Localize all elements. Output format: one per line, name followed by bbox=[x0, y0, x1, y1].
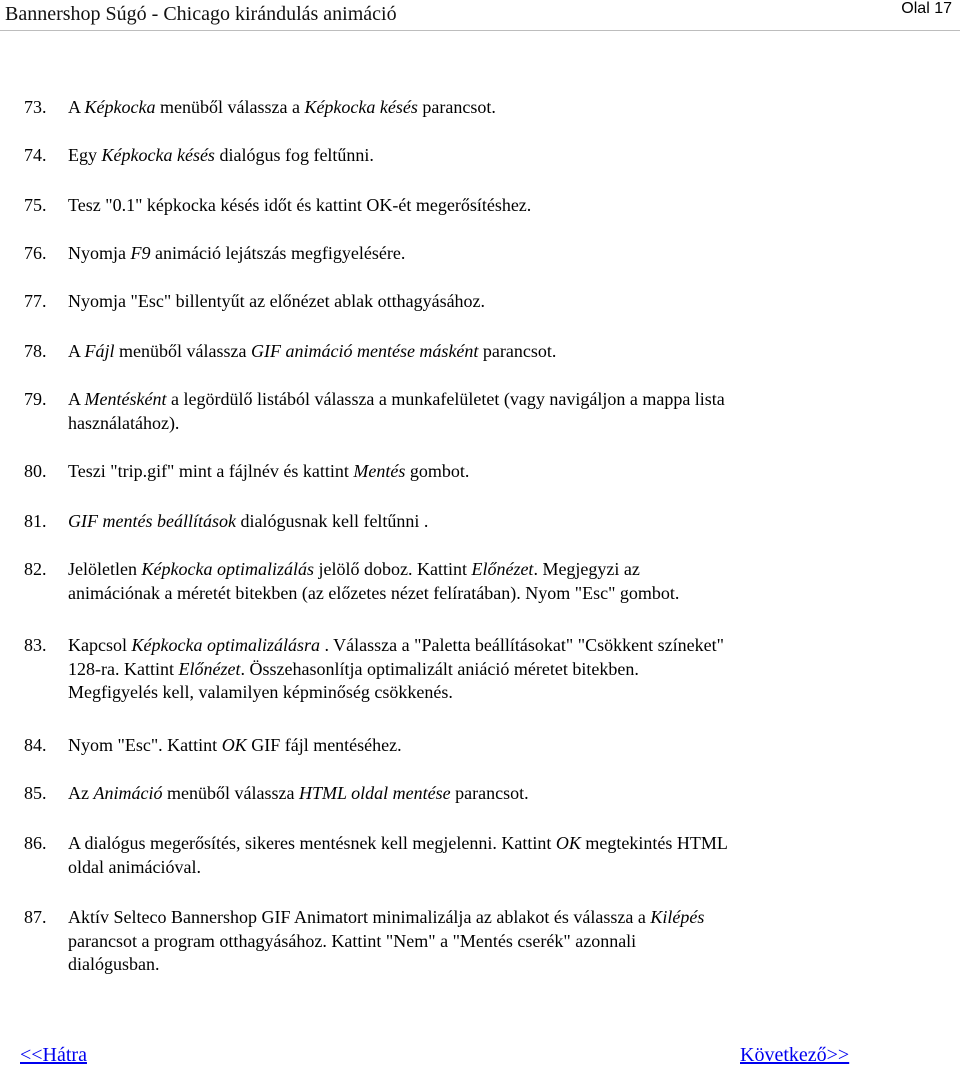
text-segment: parancsot a program otthagyásához. Kattint "Nem" a "Mentés cserék" azonnali bbox=[68, 930, 637, 951]
step-text-line bbox=[68, 634, 884, 658]
step-text bbox=[68, 290, 884, 314]
text-segment: Nyomja bbox=[68, 243, 131, 263]
step-text-line bbox=[68, 510, 884, 534]
step-text-line bbox=[68, 242, 884, 266]
emphasized-term: GIF mentés beállítások bbox=[68, 511, 236, 531]
text-segment: parancsot. bbox=[450, 783, 529, 803]
text-segment: A bbox=[68, 97, 85, 117]
step-text bbox=[68, 782, 884, 806]
step-text bbox=[68, 510, 884, 534]
step-number: 75. bbox=[24, 195, 47, 215]
step-number: 74. bbox=[24, 145, 47, 165]
back-link[interactable]: <<Hátra bbox=[20, 1044, 87, 1066]
step-text-line bbox=[68, 96, 884, 120]
text-segment: Az bbox=[68, 783, 94, 803]
text-segment: . Válassza a "Paletta beállításokat" "Csökkent színeket" bbox=[319, 635, 724, 655]
list-item bbox=[24, 242, 884, 266]
list-item bbox=[24, 734, 884, 758]
text-segment: A dialógus megerősítés, sikeres mentésnek kell megjelenni. Kattint bbox=[68, 833, 556, 853]
emphasized-term: Képkocka késés bbox=[101, 145, 215, 165]
step-number: 84. bbox=[24, 735, 47, 755]
text-segment: dialógusnak kell feltűnni . bbox=[235, 511, 429, 531]
step-number: 87. bbox=[24, 907, 47, 927]
page-number: Olal 17 bbox=[901, 0, 952, 17]
step-text bbox=[68, 460, 884, 484]
emphasized-term: HTML oldal mentése bbox=[298, 783, 451, 803]
text-segment: animáció lejátszás megfigyelésére. bbox=[150, 243, 406, 263]
emphasized-term: Előnézet bbox=[471, 559, 534, 579]
text-segment: menüből válassza bbox=[114, 341, 251, 361]
emphasized-term: F9 bbox=[130, 243, 151, 263]
step-text-line bbox=[68, 558, 884, 582]
step-text bbox=[68, 194, 884, 218]
step-number: 73. bbox=[24, 97, 47, 117]
emphasized-term: Animáció bbox=[93, 783, 163, 803]
step-text-line bbox=[68, 340, 884, 364]
step-text bbox=[68, 634, 884, 705]
step-text-line bbox=[68, 681, 884, 705]
next-link[interactable]: Következő>> bbox=[740, 1044, 850, 1066]
text-segment: gombot. bbox=[405, 461, 470, 481]
emphasized-term: Előnézet bbox=[178, 658, 241, 679]
step-text-line bbox=[68, 460, 884, 484]
step-number: 80. bbox=[24, 461, 47, 481]
step-text-line bbox=[68, 658, 884, 682]
emphasized-term: Képkocka bbox=[84, 97, 156, 117]
step-text bbox=[68, 388, 884, 435]
step-number: 79. bbox=[24, 389, 47, 409]
text-segment: . Összehasonlítja optimalizált aniáció méretet bitekben. bbox=[240, 658, 639, 679]
list-item bbox=[24, 558, 884, 605]
text-segment: animációnak a méretét bitekben (az előzetes nézet felíratában). Nyom "Esc" gombot. bbox=[68, 582, 680, 603]
document-title: Bannershop Súgó - Chicago kirándulás animáció bbox=[5, 3, 397, 25]
step-text bbox=[68, 340, 884, 364]
emphasized-term: Kilépés bbox=[650, 907, 705, 927]
list-item bbox=[24, 832, 884, 879]
list-item bbox=[24, 96, 884, 120]
text-segment: A bbox=[68, 341, 85, 361]
step-number: 78. bbox=[24, 341, 47, 361]
emphasized-term: OK bbox=[555, 833, 581, 853]
text-segment: Egy bbox=[68, 145, 102, 165]
text-segment: Jelöletlen bbox=[68, 559, 142, 579]
list-item bbox=[24, 340, 884, 364]
step-number: 82. bbox=[24, 559, 47, 579]
list-item bbox=[24, 460, 884, 484]
text-segment: Aktív Selteco Bannershop GIF Animatort minimalizálja az ablakot és válassza a bbox=[68, 907, 651, 927]
text-segment: . Megjegyzi az bbox=[533, 559, 640, 579]
emphasized-term: Képkocka késés bbox=[304, 97, 418, 117]
text-segment: parancsot. bbox=[417, 97, 496, 117]
step-number: 83. bbox=[24, 635, 47, 655]
step-text-line bbox=[68, 194, 884, 218]
emphasized-term: Képkocka optimalizálás bbox=[141, 559, 314, 579]
step-text bbox=[68, 96, 884, 120]
step-text-line bbox=[68, 930, 884, 954]
text-segment: dialógusban. bbox=[68, 954, 160, 974]
text-segment: parancsot. bbox=[478, 341, 557, 361]
emphasized-term: OK bbox=[221, 735, 247, 755]
step-number: 81. bbox=[24, 511, 47, 531]
step-text-line bbox=[68, 412, 884, 436]
list-item bbox=[24, 194, 884, 218]
step-text-line bbox=[68, 582, 884, 606]
step-text-line bbox=[68, 290, 884, 314]
step-text bbox=[68, 144, 884, 168]
list-item bbox=[24, 144, 884, 168]
step-number: 85. bbox=[24, 783, 47, 803]
list-item bbox=[24, 782, 884, 806]
text-segment: menüből válassza bbox=[162, 783, 299, 803]
page-footer bbox=[0, 1040, 960, 1070]
step-text bbox=[68, 734, 884, 758]
text-segment: Tesz "0.1" képkocka késés időt és kattint OK-ét megerősítéshez. bbox=[68, 195, 532, 215]
text-segment: Nyomja "Esc" billentyűt az előnézet ablak otthagyásához. bbox=[68, 291, 486, 311]
text-segment: Megfigyelés kell, valamilyen képminőség csökkenés. bbox=[68, 682, 453, 702]
step-text-line bbox=[68, 734, 884, 758]
text-segment: A bbox=[68, 389, 85, 409]
step-text-line bbox=[68, 832, 884, 856]
emphasized-term: Képkocka optimalizálásra bbox=[131, 635, 320, 655]
text-segment: megtekintés HTML bbox=[580, 833, 728, 853]
emphasized-term: Fájl bbox=[84, 341, 115, 361]
step-text-line bbox=[68, 144, 884, 168]
emphasized-term: Mentésként bbox=[84, 389, 167, 409]
step-text-line bbox=[68, 953, 884, 977]
text-segment: Nyom "Esc". Kattint bbox=[68, 735, 222, 755]
text-segment: 128-ra. Kattint bbox=[68, 658, 179, 679]
step-text-line bbox=[68, 906, 884, 930]
text-segment: Teszi "trip.gif" mint a fájlnév és kattint bbox=[68, 461, 354, 481]
step-number: 76. bbox=[24, 243, 47, 263]
text-segment: Kapcsol bbox=[68, 635, 132, 655]
list-item bbox=[24, 290, 884, 314]
text-segment: GIF fájl mentéséhez. bbox=[246, 735, 402, 755]
step-text-line bbox=[68, 856, 884, 880]
text-segment: oldal animációval. bbox=[68, 856, 201, 877]
step-number: 86. bbox=[24, 833, 47, 853]
text-segment: menüből válassza a bbox=[155, 97, 305, 117]
list-item bbox=[24, 510, 884, 534]
list-item bbox=[24, 634, 884, 705]
step-text-line bbox=[68, 388, 884, 412]
text-segment: a legördülő listából válassza a munkafelületet (vagy navigáljon a mappa lista bbox=[166, 389, 725, 409]
text-segment: dialógus fog feltűnni. bbox=[214, 145, 374, 165]
emphasized-term: Mentés bbox=[353, 461, 406, 481]
list-item bbox=[24, 906, 884, 977]
emphasized-term: GIF animáció mentése másként bbox=[250, 341, 479, 361]
text-segment: jelölő doboz. Kattint bbox=[313, 559, 472, 579]
step-number: 77. bbox=[24, 291, 47, 311]
list-item bbox=[24, 388, 884, 435]
page-header bbox=[0, 0, 960, 31]
step-text bbox=[68, 832, 884, 879]
step-text bbox=[68, 906, 884, 977]
text-segment: használatához). bbox=[68, 412, 180, 433]
step-text bbox=[68, 242, 884, 266]
step-text-line bbox=[68, 782, 884, 806]
step-text bbox=[68, 558, 884, 605]
